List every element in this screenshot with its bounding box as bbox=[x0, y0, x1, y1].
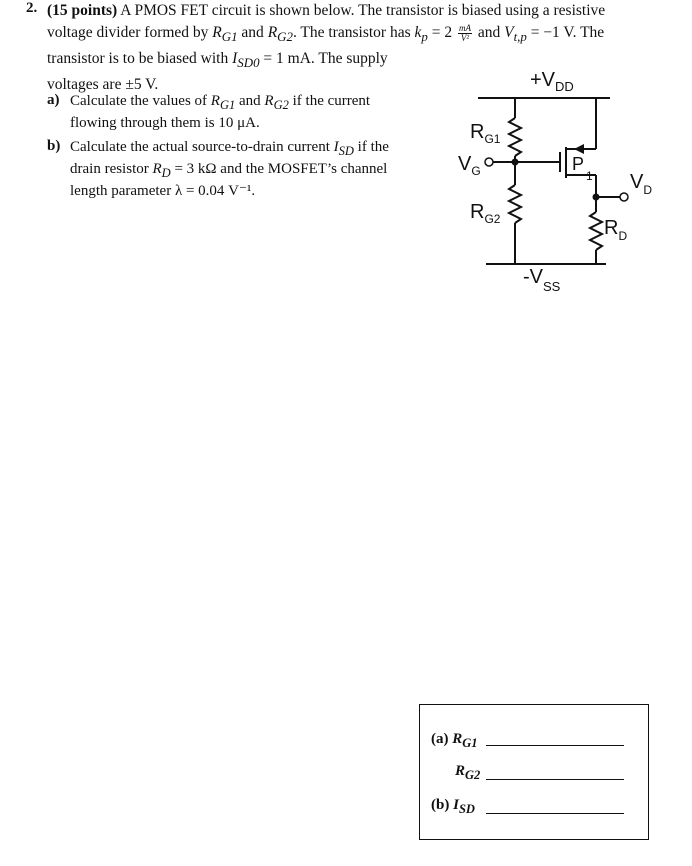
vg-label: $V_G$ bbox=[458, 153, 481, 178]
rg2-label: $R_{G2}$ bbox=[470, 201, 501, 226]
answer-box bbox=[419, 704, 649, 840]
rg1-label: $R_{G1}$ bbox=[470, 121, 501, 146]
intro-text-2a: voltage divider formed by bbox=[47, 24, 209, 41]
answer-a-rg1-line[interactable] bbox=[486, 745, 624, 746]
rg2-resistor bbox=[509, 185, 521, 223]
gate-junction-dot bbox=[512, 159, 519, 166]
vd-label: $V_D$ bbox=[630, 171, 653, 197]
intro-text-1: A PMOS FET circuit is shown below. The transistor is biased using a resistive bbox=[120, 2, 606, 19]
kp-unit-fraction: $\frac{mA}{\text{V²}}$ bbox=[458, 22, 471, 43]
pmos-arrow-icon bbox=[574, 144, 584, 154]
part-a-label: a) bbox=[47, 92, 60, 108]
answer-b-isd-line[interactable] bbox=[486, 813, 624, 814]
answer-b-isd-label: (b) $I_{SD}$ bbox=[431, 797, 475, 816]
rd-label: $R_D$ bbox=[604, 217, 628, 243]
kp-value: = 2 bbox=[431, 24, 453, 41]
part-b-text: Calculate the actual source-to-drain current $I_{SD}$ if the drain resistor $R_D = 3$ kΩ and the MOSFET’s channel length parameter λ = 0.04 V⁻¹. bbox=[70, 139, 389, 199]
isd0-symbol: $I_{SD0}$ bbox=[232, 50, 260, 71]
answer-a-rg1-label: (a) $R_{G1}$ bbox=[431, 731, 478, 750]
vt-symbol: $V_{t,p}$ bbox=[504, 24, 527, 45]
intro-and-1: and bbox=[241, 24, 264, 41]
part-b-label: b) bbox=[47, 138, 61, 154]
rg1-resistor bbox=[509, 118, 521, 156]
answer-a-rg2-line[interactable] bbox=[486, 779, 624, 780]
vd-terminal bbox=[620, 193, 628, 201]
intro-text-2b: . The transistor has bbox=[292, 24, 411, 41]
answer-a-rg2-label: $R_{G2}$ bbox=[455, 763, 481, 782]
kp-symbol: $k_p$ bbox=[414, 24, 428, 45]
vt-value: = −1 V. The bbox=[530, 24, 605, 41]
intro-and-2: and bbox=[477, 24, 501, 41]
rg2-symbol: $R_{G2}$ bbox=[267, 24, 293, 45]
drain-junction-dot bbox=[593, 194, 600, 201]
intro-line-4: voltages are ±5 V. bbox=[47, 76, 159, 94]
rg1-symbol: $R_{G1}$ bbox=[212, 24, 238, 45]
rd-resistor bbox=[590, 212, 602, 250]
vss-label: $-V_{SS}$ bbox=[523, 266, 561, 294]
p1-label: $P_1$ bbox=[572, 154, 593, 183]
isd0-value: = 1 mA. The supply bbox=[263, 50, 388, 68]
problem-points: (15 points) bbox=[47, 2, 118, 19]
intro-text-3a: transistor is to be biased with bbox=[47, 50, 229, 68]
part-a-text: Calculate the values of $R_{G1}$ and $R_{G2}$ if the current flowing through them is 10 μA. bbox=[70, 93, 371, 131]
vdd-label: $+V_{DD}$ bbox=[530, 69, 574, 94]
problem-number: 2. bbox=[26, 0, 38, 16]
vg-terminal bbox=[485, 158, 493, 166]
